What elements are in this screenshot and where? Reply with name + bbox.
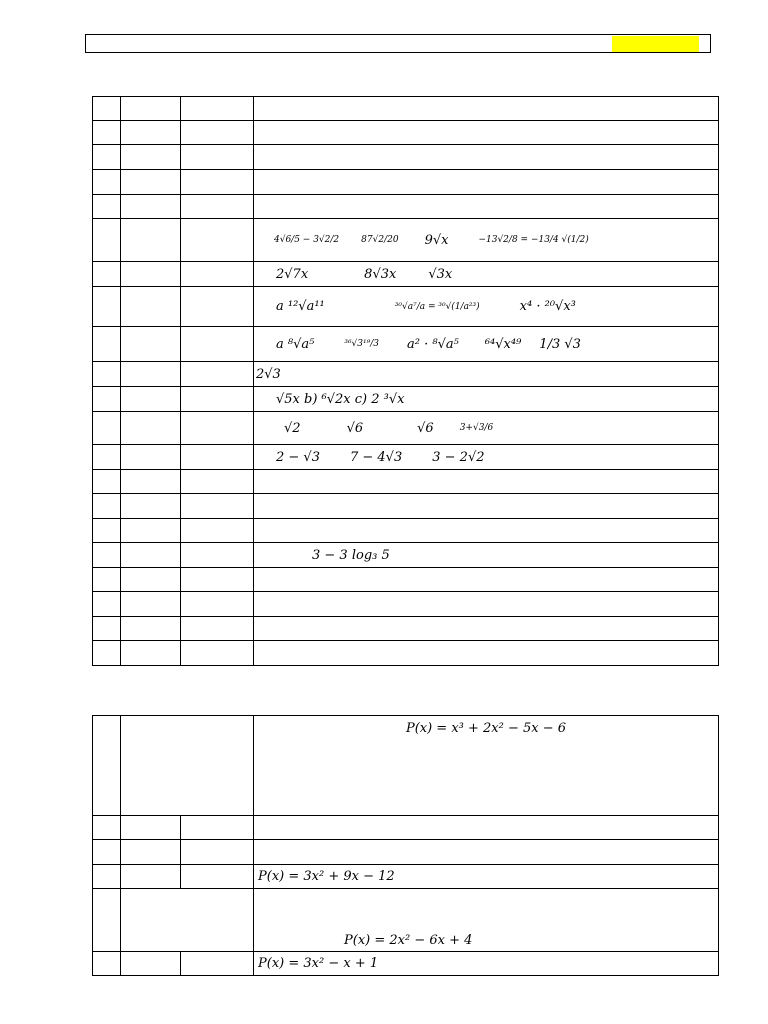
table-row (93, 287, 719, 327)
table-row (93, 327, 719, 362)
table-row (93, 617, 719, 641)
table-row (93, 362, 719, 387)
table-row (93, 412, 719, 445)
math-expr: a ¹²√a¹¹ (276, 299, 325, 314)
math-expr: 2√7x (276, 266, 309, 282)
math-expr: √5x b) ⁶√2x c) 2 ³√x (276, 391, 405, 407)
math-expr: 3 − 2√2 (432, 449, 485, 465)
answers-table-1 (92, 96, 719, 666)
table-row (93, 840, 719, 865)
table-row (93, 865, 719, 889)
math-expr: 3 − 3 log₃ 5 (312, 547, 390, 563)
table-row (93, 952, 719, 976)
table-row (93, 494, 719, 519)
table-row (93, 195, 719, 219)
table-row (93, 121, 719, 145)
table-row (93, 568, 719, 592)
math-expr: 2 − √3 (276, 449, 320, 465)
math-expr: 2√3 (256, 366, 281, 382)
table-row (93, 170, 719, 195)
math-expr: ³⁶√3¹⁹/3 (344, 339, 379, 349)
math-expr: 87√2/20 (361, 235, 399, 245)
table-row (93, 145, 719, 170)
math-expr: 4√6/5 − 3√2/2 (274, 235, 340, 245)
table-row (93, 519, 719, 543)
math-expr: 7 − 4√3 (349, 449, 403, 465)
polynomial: P(x) = 3x² + 9x − 12 (258, 869, 395, 884)
polynomial: P(x) = 3x² − x + 1 (258, 956, 379, 971)
math-expr: −13√2/8 = −13/4 √(1/2) (478, 235, 589, 245)
math-expr: a² · ⁸√a⁵ (407, 336, 459, 352)
math-expr: √3x (428, 266, 453, 282)
table-row (93, 470, 719, 494)
math-expr: √6 (417, 420, 434, 436)
table-row (93, 889, 719, 952)
table-row (93, 816, 719, 840)
answers-table-2 (92, 715, 719, 976)
polynomial: P(x) = x³ + 2x² − 5x − 6 (405, 720, 567, 736)
table-row (93, 262, 719, 287)
table-row (93, 219, 719, 262)
math-expr: ⁶⁴√x⁴⁹ (484, 336, 522, 352)
math-expr: √6 (346, 420, 364, 436)
table-row (93, 641, 719, 666)
math-expr: 3+√3/6 (459, 423, 494, 433)
math-expr: 8√3x (364, 266, 397, 282)
table-row (93, 543, 719, 568)
math-expr: 9√x (424, 232, 449, 248)
math-expr: ³⁰√a⁷/a = ³⁰√(1/a²³) (394, 301, 480, 312)
table-row (93, 716, 719, 816)
table-row (93, 97, 719, 121)
math-expr: a ⁸√a⁵ (276, 336, 315, 352)
math-expr: √2 (284, 420, 301, 436)
math-expr: 1/3 √3 (539, 336, 581, 352)
table-row (93, 592, 719, 617)
table-row (93, 445, 719, 470)
table-row (93, 387, 719, 412)
polynomial: P(x) = 2x² − 6x + 4 (344, 932, 473, 948)
math-expr: x⁴ · ²⁰√x³ (519, 299, 576, 314)
highlight-marker (612, 36, 699, 52)
